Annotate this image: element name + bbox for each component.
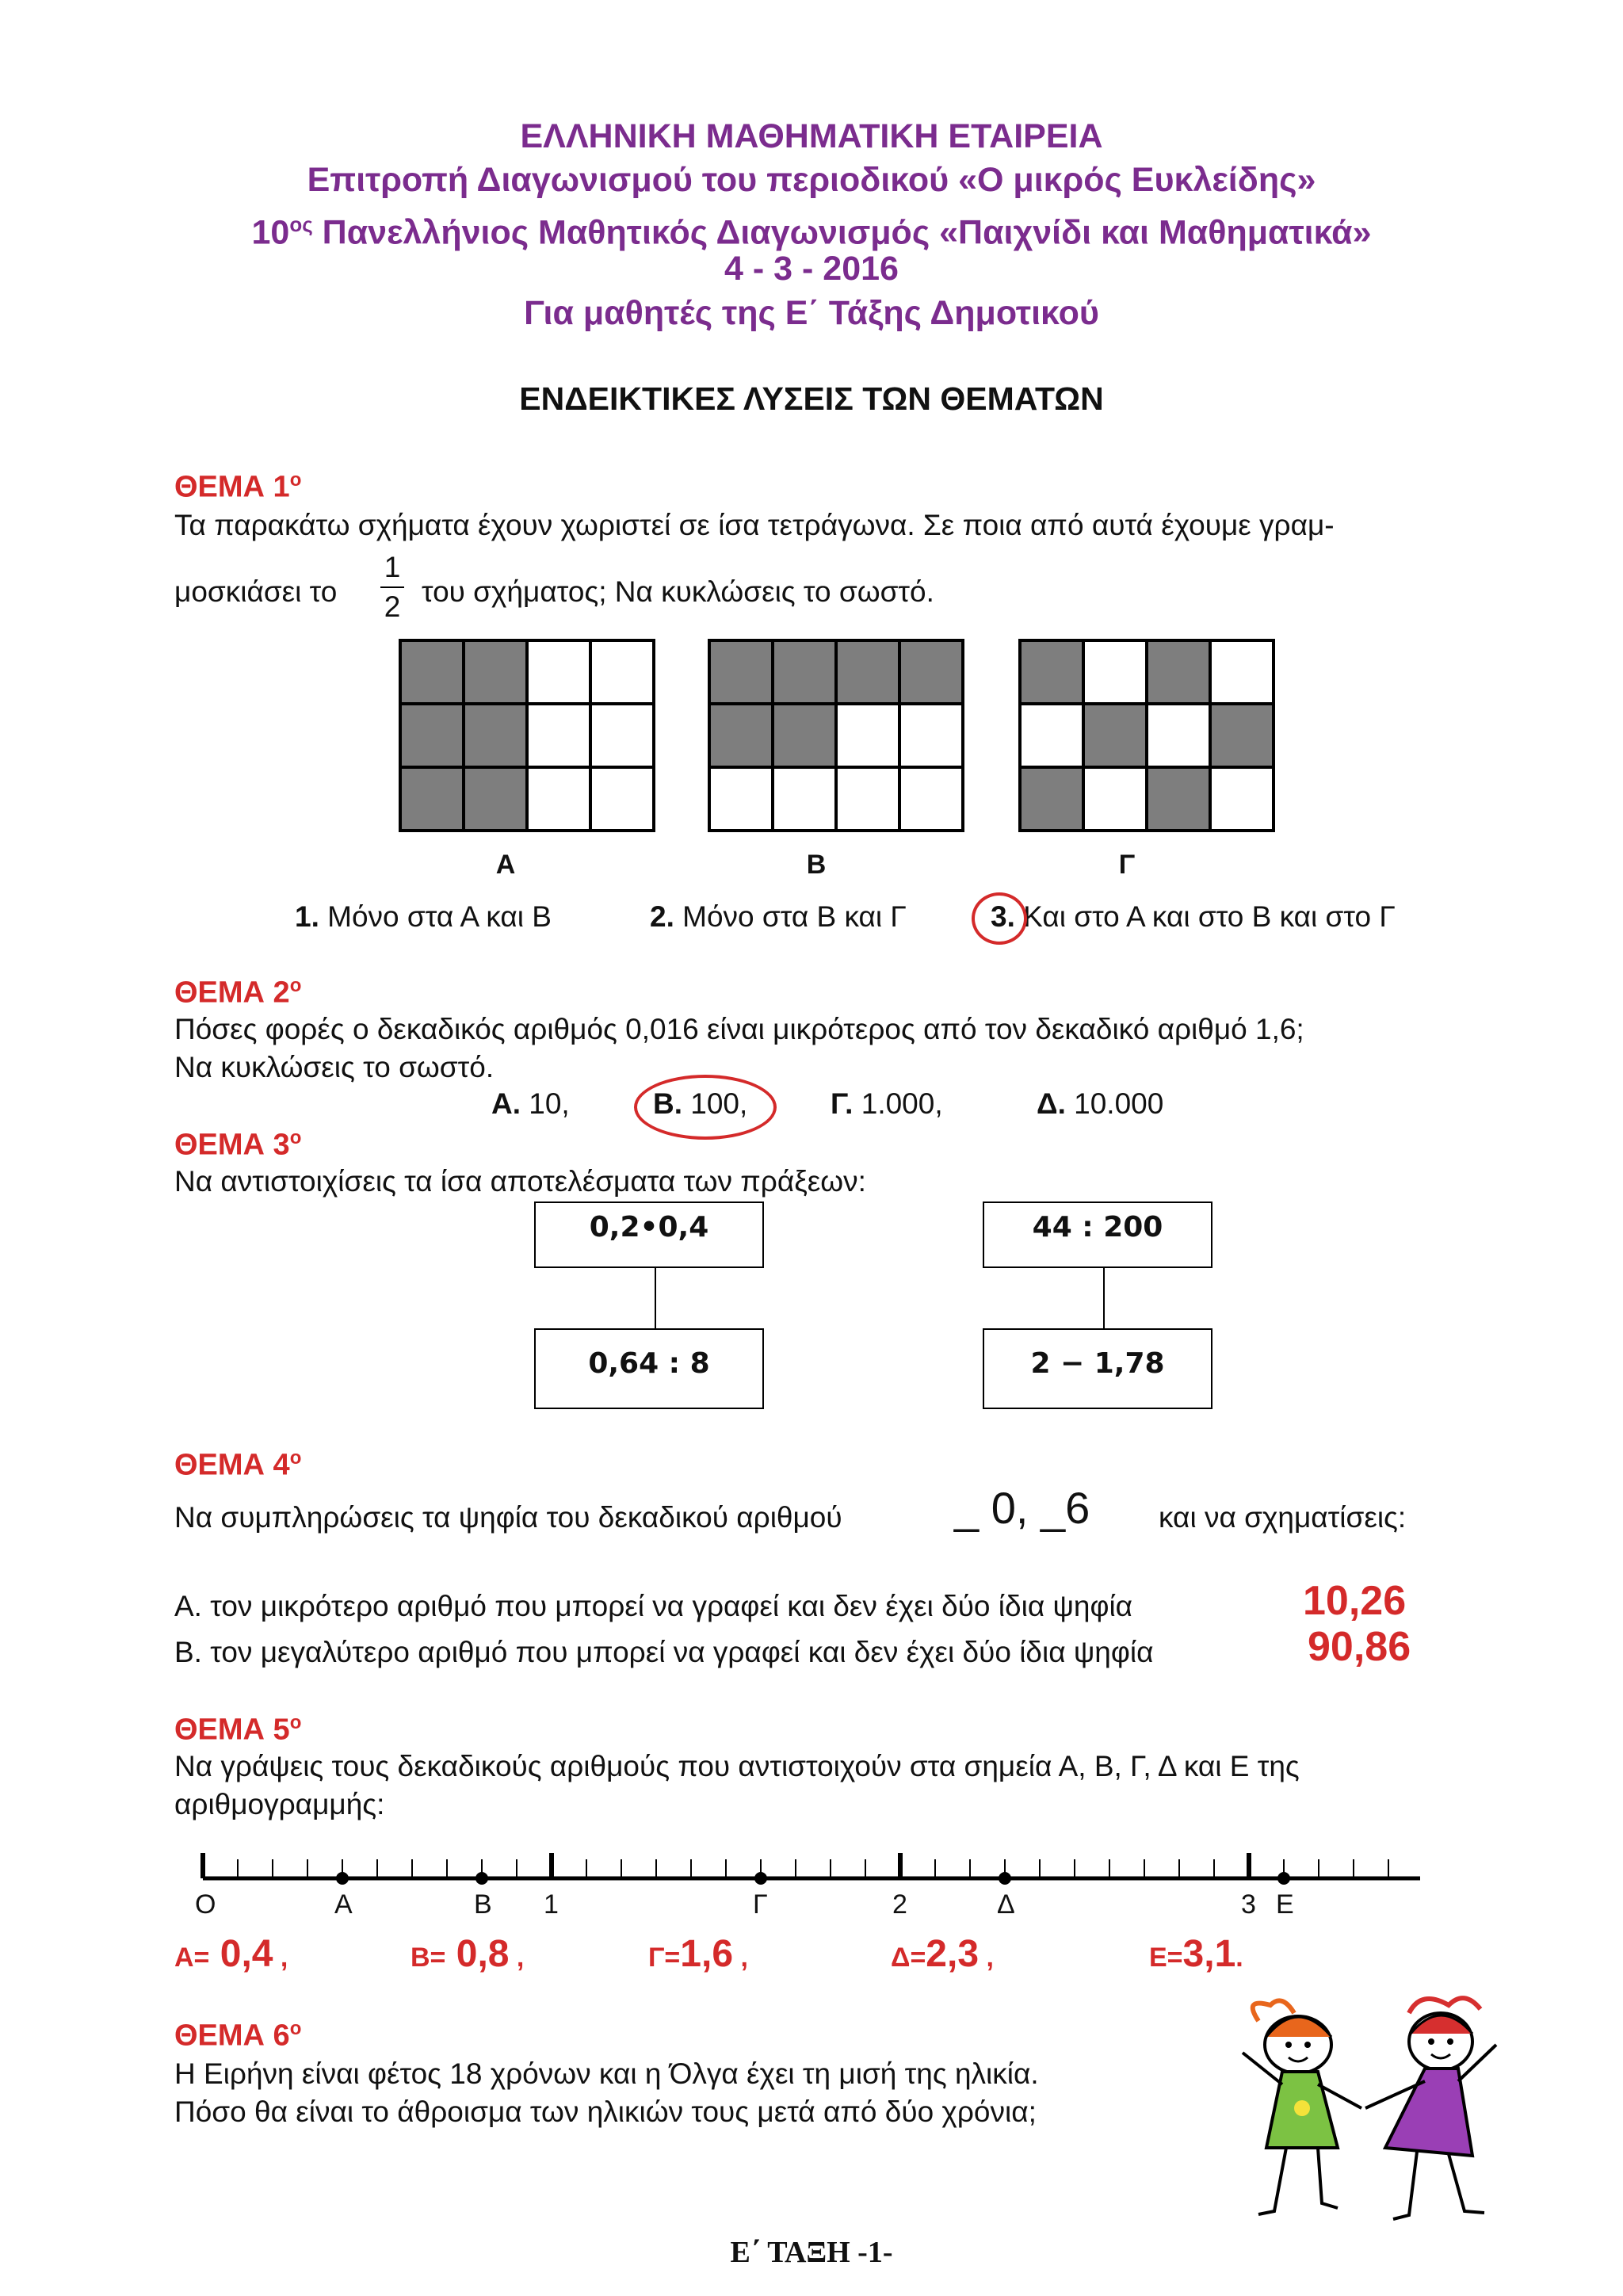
grid-c [1018, 639, 1275, 832]
empty-cell [529, 642, 589, 702]
grid-a [399, 639, 655, 832]
theme-4-a-answer: 10,26 [1303, 1578, 1407, 1624]
number-line-label: Β [474, 1889, 492, 1920]
theme-1-text: Τα παρακάτω σχήματα έχουν χωριστεί σε ίσα τετράγωνα. Σε ποια από αυτά έχουμε γραμ- [174, 509, 1335, 541]
shaded-cell [711, 642, 771, 702]
theme-1-title: ΘΕΜΑ $1^o$ [174, 469, 302, 504]
theme-4-a: Α. τον μικρότερο αριθμό που μπορεί να γραφεί και δεν έχει δύο ίδια ψηφία [174, 1590, 1133, 1622]
theme-1-option-1: 1. Μόνο στα Α και Β [295, 900, 552, 933]
box-operation-2: 44 : 200 [983, 1201, 1212, 1268]
page-footer: Ε΄ ΤΑΞΗ -1- [730, 2236, 893, 2269]
empty-cell [592, 705, 652, 766]
theme-1-option-3: 3. Και στο Α και στο Β και στο Γ [991, 900, 1396, 933]
empty-cell [1085, 642, 1145, 702]
theme-2-text-2: Να κυκλώσεις το σωστό. [174, 1051, 495, 1083]
shaded-cell [402, 769, 462, 829]
shaded-cell [1022, 642, 1082, 702]
theme-5-answer: Β= 0,8 , [411, 1933, 525, 1975]
shaded-cell [1022, 769, 1082, 829]
number-line-point [336, 1872, 349, 1885]
theme-2-text: Πόσες φορές ο δεκαδικός αριθμός 0,016 είναι μικρότερος από τον δεκαδικό αριθμό 1,6; [174, 1013, 1304, 1045]
shaded-cell [402, 705, 462, 766]
number-line [174, 1847, 1458, 1894]
answer-circle [972, 892, 1027, 945]
number-line-label: 3 [1241, 1889, 1256, 1920]
fraction-half [380, 550, 404, 625]
header-grade: Για μαθητές της Ε΄ Τάξης Δημοτικού [524, 294, 1099, 332]
empty-cell [529, 705, 589, 766]
number-line-label: 2 [892, 1889, 907, 1920]
shaded-cell [838, 642, 898, 702]
shaded-cell [1148, 769, 1209, 829]
empty-cell [1148, 705, 1209, 766]
empty-cell [774, 769, 834, 829]
theme-4-title: ΘΕΜΑ $4^o$ [174, 1447, 302, 1482]
number-line-label: Δ [997, 1889, 1015, 1920]
theme-3-title: ΘΕΜΑ $3^o$ [174, 1127, 302, 1162]
theme-4-b-answer: 90,86 [1308, 1624, 1411, 1670]
theme-2-option-c: Γ. 1.000, [831, 1087, 943, 1120]
theme-6-text: Η Ειρήνη είναι φέτος 18 χρόνων και η Όλγα έχει τη μισή της ηλικία. [174, 2057, 1039, 2090]
empty-cell [901, 705, 961, 766]
theme-4-b: Β. τον μεγαλύτερο αριθμό που μπορεί να γραφεί και δεν έχει δύο ίδια ψηφία [174, 1636, 1154, 1668]
empty-cell [592, 769, 652, 829]
shaded-cell [465, 769, 525, 829]
theme-2-option-d: Δ. 10.000 [1037, 1087, 1164, 1120]
fraction-denominator: 2 [384, 590, 401, 623]
empty-cell [838, 705, 898, 766]
grid-b [708, 639, 964, 832]
number-line-point [1277, 1872, 1290, 1885]
theme-1-text-2a: μοσκιάσει το [174, 575, 338, 608]
shaded-cell [465, 705, 525, 766]
shaded-cell [774, 642, 834, 702]
girls-clipart-icon [1227, 1989, 1512, 2227]
fraction-bar [380, 586, 404, 588]
fraction-numerator: 1 [384, 551, 401, 583]
empty-cell [1212, 642, 1272, 702]
shaded-cell [774, 705, 834, 766]
box-operation-4: 2 − 1,78 [983, 1328, 1212, 1409]
box-operation-3: 0,64 : 8 [534, 1328, 764, 1409]
empty-cell [838, 769, 898, 829]
theme-3-text: Να αντιστοιχίσεις τα ίσα αποτελέσματα των πράξεων: [174, 1165, 866, 1198]
theme-5-answer: Γ=1,6 , [648, 1933, 748, 1975]
theme-5-text-2: αριθμογραμμής: [174, 1788, 385, 1820]
number-line-point [475, 1872, 488, 1885]
theme-5-answer: Δ=2,3 , [891, 1933, 994, 1975]
theme-4-number: _ 0, _6 [954, 1483, 1090, 1533]
header-contest: $10^{o\varsigma}$ Πανελλήνιος Μαθητικός Διαγωνισμός «Παιχνίδι και Μαθηματικά» [251, 212, 1372, 252]
empty-cell [1212, 769, 1272, 829]
theme-1-text-2b: του σχήματος; Να κυκλώσεις το σωστό. [422, 575, 934, 608]
number-line-label: Α [334, 1889, 353, 1920]
number-line-point [754, 1872, 767, 1885]
theme-5-title: ΘΕΜΑ $5^o$ [174, 1712, 302, 1747]
grid-label-c: Γ [1118, 850, 1136, 880]
shaded-cell [1148, 642, 1209, 702]
number-line-label: Γ [753, 1889, 768, 1920]
number-line-point [999, 1872, 1011, 1885]
grid-label-a: Α [495, 850, 516, 880]
shaded-cell [711, 705, 771, 766]
shaded-cell [465, 642, 525, 702]
empty-cell [901, 769, 961, 829]
theme-4-text-end: και να σχηματίσεις: [1159, 1501, 1407, 1534]
theme-5-answer: Ε=3,1. [1149, 1933, 1243, 1975]
shaded-cell [1212, 705, 1272, 766]
grid-label-b: Β [806, 850, 827, 880]
theme-5-answer: Α= 0,4 , [174, 1933, 288, 1975]
empty-cell [529, 769, 589, 829]
number-line-label: Ε [1276, 1889, 1294, 1920]
shaded-cell [402, 642, 462, 702]
theme-6-title: ΘΕΜΑ $6^o$ [174, 2018, 302, 2053]
theme-6-text-2: Πόσο θα είναι το άθροισμα των ηλικιών τους μετά από δύο χρόνια; [174, 2095, 1037, 2128]
answer-circle-2 [634, 1075, 777, 1140]
connector-line-1 [655, 1268, 656, 1328]
number-line-label: Ο [195, 1889, 216, 1920]
theme-2-option-b: Β. 100, [653, 1087, 748, 1120]
shaded-cell [1085, 705, 1145, 766]
theme-4-text: Να συμπληρώσεις τα ψηφία του δεκαδικού αριθμού [174, 1501, 842, 1534]
empty-cell [592, 642, 652, 702]
header-date: 4 - 3 - 2016 [724, 250, 899, 288]
theme-5-text: Να γράψεις τους δεκαδικούς αριθμούς που αντιστοιχούν στα σημεία Α, Β, Γ, Δ και Ε της [174, 1750, 1300, 1782]
header-committee: Επιτροπή Διαγωνισμού του περιοδικού «Ο μικρός Ευκλείδης» [307, 161, 1316, 199]
empty-cell [1085, 769, 1145, 829]
header-org: ΕΛΛΗΝΙΚΗ ΜΑΘΗΜΑΤΙΚΗ ΕΤΑΙΡΕΙΑ [520, 117, 1103, 155]
theme-1-option-2: 2. Μόνο στα Β και Γ [650, 900, 907, 933]
number-line-label: 1 [544, 1889, 559, 1920]
theme-2-title: ΘΕΜΑ $2^o$ [174, 975, 302, 1010]
box-operation-1: 0,2•0,4 [534, 1201, 764, 1268]
connector-line-2 [1103, 1268, 1105, 1328]
theme-2-option-a: Α. 10, [491, 1087, 570, 1120]
empty-cell [711, 769, 771, 829]
empty-cell [1022, 705, 1082, 766]
shaded-cell [901, 642, 961, 702]
solutions-title: ΕΝΔΕΙΚΤΙΚΕΣ ΛΥΣΕΙΣ ΤΩΝ ΘΕΜΑΤΩΝ [519, 380, 1104, 417]
